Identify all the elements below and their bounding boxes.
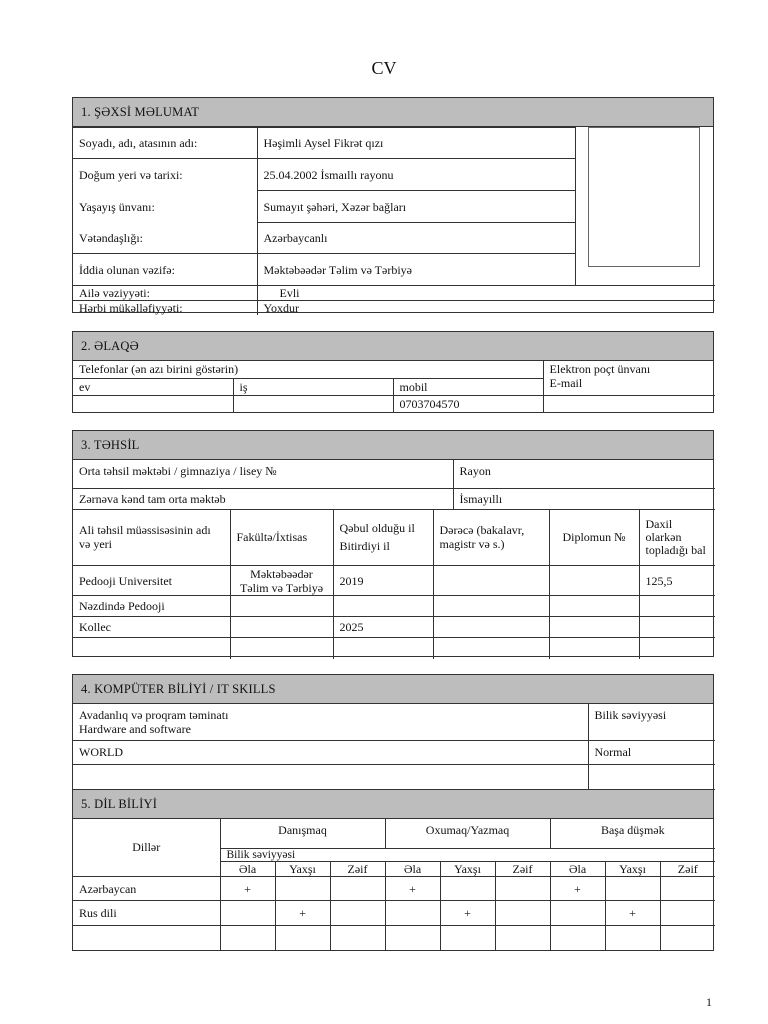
- edu-row3-diploma: [549, 617, 639, 638]
- home-phone: [73, 395, 233, 412]
- lvl-under-weak: Zəif: [660, 862, 715, 877]
- software-empty: [73, 764, 588, 789]
- edu-row4-score: [639, 638, 715, 659]
- lvl-speak-excellent: Əla: [220, 862, 275, 877]
- email-label-line1: Elektron poçt ünvanı: [549, 362, 651, 376]
- lvl-under-good: Yaxşı: [605, 862, 660, 877]
- lang-row1-mark: +: [385, 877, 440, 901]
- photo-placeholder: [588, 127, 700, 267]
- lvl-speak-weak: Zəif: [330, 862, 385, 877]
- mobile-phone: 0703704570: [393, 395, 543, 412]
- edu-row1-faculty: Məktəbəədər Təlim və Tərbiyə: [230, 566, 333, 596]
- section-personal-header: 1. ŞƏXSİ MƏLUMAT: [73, 98, 713, 127]
- lang-row3-mark: [440, 926, 495, 950]
- value-marital: Evli: [257, 286, 715, 301]
- section-contact-header: 2. ƏLAQƏ: [73, 332, 713, 361]
- school-label: Orta təhsil məktəbi / gimnaziya / lisey №: [73, 460, 453, 488]
- rayon-label: Rayon: [453, 460, 715, 488]
- col-years: Qəbul olduğu il Bitirdiyi il: [333, 510, 433, 566]
- col-institution: Ali təhsil müəssisəsinin adı və yeri: [73, 510, 230, 566]
- col-diploma: Diplomun №: [549, 510, 639, 566]
- lang-row1-mark: [440, 877, 495, 901]
- section-education-header: 3. TƏHSİL: [73, 431, 713, 460]
- level-empty: [588, 764, 715, 789]
- languages-label: Dillər: [73, 819, 220, 877]
- edu-row2-score: [639, 596, 715, 617]
- section-language-header: 5. DİL BİLİYİ: [73, 790, 713, 819]
- section-computer-header: 4. KOMPÜTER BİLİYİ / IT SKILLS: [73, 675, 713, 704]
- school-table: [73, 460, 715, 510]
- level-value: Normal: [588, 740, 715, 764]
- label-address: Yaşayış ünvanı:: [73, 191, 257, 223]
- lvl-read-excellent: Əla: [385, 862, 440, 877]
- edu-row3-score: [639, 617, 715, 638]
- lang-row2-mark: +: [605, 901, 660, 926]
- level-label: Bilik səviyyəsi: [220, 849, 715, 862]
- col-faculty: Fakültə/İxtisas: [230, 510, 333, 566]
- lvl-under-excellent: Əla: [550, 862, 605, 877]
- value-fullname: Həşimli Aysel Fikrət qızı: [257, 128, 575, 159]
- col-mobile: mobil: [393, 378, 543, 395]
- lang-row3-name: [73, 926, 220, 950]
- lang-row2-mark: [385, 901, 440, 926]
- contact-table: [73, 361, 715, 412]
- edu-row3-year: 2025: [333, 617, 433, 638]
- edu-row2-degree: [433, 596, 549, 617]
- lang-row2-mark: [330, 901, 385, 926]
- edu-row4-name: [73, 638, 230, 659]
- edu-row4-degree: [433, 638, 549, 659]
- value-birth: 25.04.2002 İsmaıllı rayonu: [257, 159, 575, 191]
- rayon-value: İsmayıllı: [453, 488, 715, 509]
- lang-row3-mark: [385, 926, 440, 950]
- email-label: [543, 361, 715, 395]
- page-title: CV: [371, 58, 397, 78]
- lang-row1-mark: [660, 877, 715, 901]
- software-col-label-line2: Hardware and software: [79, 721, 191, 736]
- page-number: 1: [706, 995, 712, 1009]
- edu-row2-faculty: [230, 596, 333, 617]
- label-birth: Doğum yeri və tarixi:: [73, 159, 257, 191]
- software-col-label: [73, 704, 588, 740]
- label-marital: Ailə vəziyyəti:: [73, 286, 257, 301]
- software-value: WORLD: [73, 740, 588, 764]
- col-home: ev: [73, 378, 233, 395]
- value-citizenship: Azərbaycanlı: [257, 223, 575, 254]
- computer-table: [73, 704, 715, 790]
- section-computer-language: [72, 674, 714, 951]
- value-address: Sumayıt şəhəri, Xəzər bağları: [257, 191, 575, 223]
- col-work: iş: [233, 378, 393, 395]
- lang-row2-mark: [660, 901, 715, 926]
- label-citizenship: Vətəndaşlığı:: [73, 223, 257, 254]
- lang-row2-mark: [220, 901, 275, 926]
- edu-row1-degree: [433, 566, 549, 596]
- school-value: Zərnəva kənd tam orta məktəb: [73, 488, 453, 509]
- lang-row2-name: Rus dili: [73, 901, 220, 926]
- lang-row2-mark: +: [440, 901, 495, 926]
- language-table: [73, 819, 715, 950]
- edu-row1-diploma: [549, 566, 639, 596]
- email-value: [543, 395, 715, 412]
- lang-row1-mark: [330, 877, 385, 901]
- edu-row2-diploma: [549, 596, 639, 617]
- edu-row4-diploma: [549, 638, 639, 659]
- lang-row3-mark: [550, 926, 605, 950]
- lang-row2-mark: +: [275, 901, 330, 926]
- level-col-label: Bilik səviyyəsi: [588, 704, 715, 740]
- email-label-line2: E-mail: [549, 376, 583, 390]
- edu-row4-faculty: [230, 638, 333, 659]
- edu-row3-faculty: [230, 617, 333, 638]
- lang-row2-mark: [550, 901, 605, 926]
- edu-row2-year: [333, 596, 433, 617]
- edu-row3-name: Kollec: [73, 617, 230, 638]
- lvl-read-good: Yaxşı: [440, 862, 495, 877]
- lang-row3-mark: [495, 926, 550, 950]
- edu-row4-year: [333, 638, 433, 659]
- edu-row3-degree: [433, 617, 549, 638]
- label-position: İddia olunan vəzifə:: [73, 254, 257, 286]
- section-contact: [72, 331, 714, 413]
- group-speaking: Danışmaq: [220, 819, 385, 849]
- lang-row1-name: Azərbaycan: [73, 877, 220, 901]
- lang-row3-mark: [660, 926, 715, 950]
- col-degree: Dərəcə (bakalavr, magistr və s.): [433, 510, 549, 566]
- group-understanding: Başa düşmək: [550, 819, 715, 849]
- lang-row3-mark: [220, 926, 275, 950]
- col-score: Daxil olarkən topladığı bal: [639, 510, 715, 566]
- lang-row1-mark: +: [220, 877, 275, 901]
- lang-row1-mark: [605, 877, 660, 901]
- lang-row2-mark: [495, 901, 550, 926]
- lvl-read-weak: Zəif: [495, 862, 550, 877]
- software-col-label-line1: Avadanlıq və proqram təminatı: [79, 707, 229, 722]
- lang-row1-mark: [495, 877, 550, 901]
- lang-row3-mark: [605, 926, 660, 950]
- label-military: Hərbi mükəlləfiyyəti:: [73, 301, 257, 316]
- lang-row1-mark: [275, 877, 330, 901]
- edu-row2-name: Nəzdində Pedooji: [73, 596, 230, 617]
- phones-label: Telefonlar (ən azı birini göstərin): [73, 361, 543, 378]
- group-reading-writing: Oxumaq/Yazmaq: [385, 819, 550, 849]
- value-position: Məktəbəədər Təlim və Tərbiyə: [257, 254, 575, 286]
- lang-row3-mark: [330, 926, 385, 950]
- higher-education-table: [73, 510, 715, 659]
- value-military: Yoxdur: [257, 301, 715, 316]
- edu-row1-year: 2019: [333, 566, 433, 596]
- lang-row3-mark: [275, 926, 330, 950]
- label-fullname: Soyadı, adı, atasının adı:: [73, 128, 257, 159]
- lang-row1-mark: +: [550, 877, 605, 901]
- work-phone: [233, 395, 393, 412]
- edu-row1-name: Pedooji Universitet: [73, 566, 230, 596]
- lvl-speak-good: Yaxşı: [275, 862, 330, 877]
- section-education: [72, 430, 714, 657]
- edu-row1-score: 125,5: [639, 566, 715, 596]
